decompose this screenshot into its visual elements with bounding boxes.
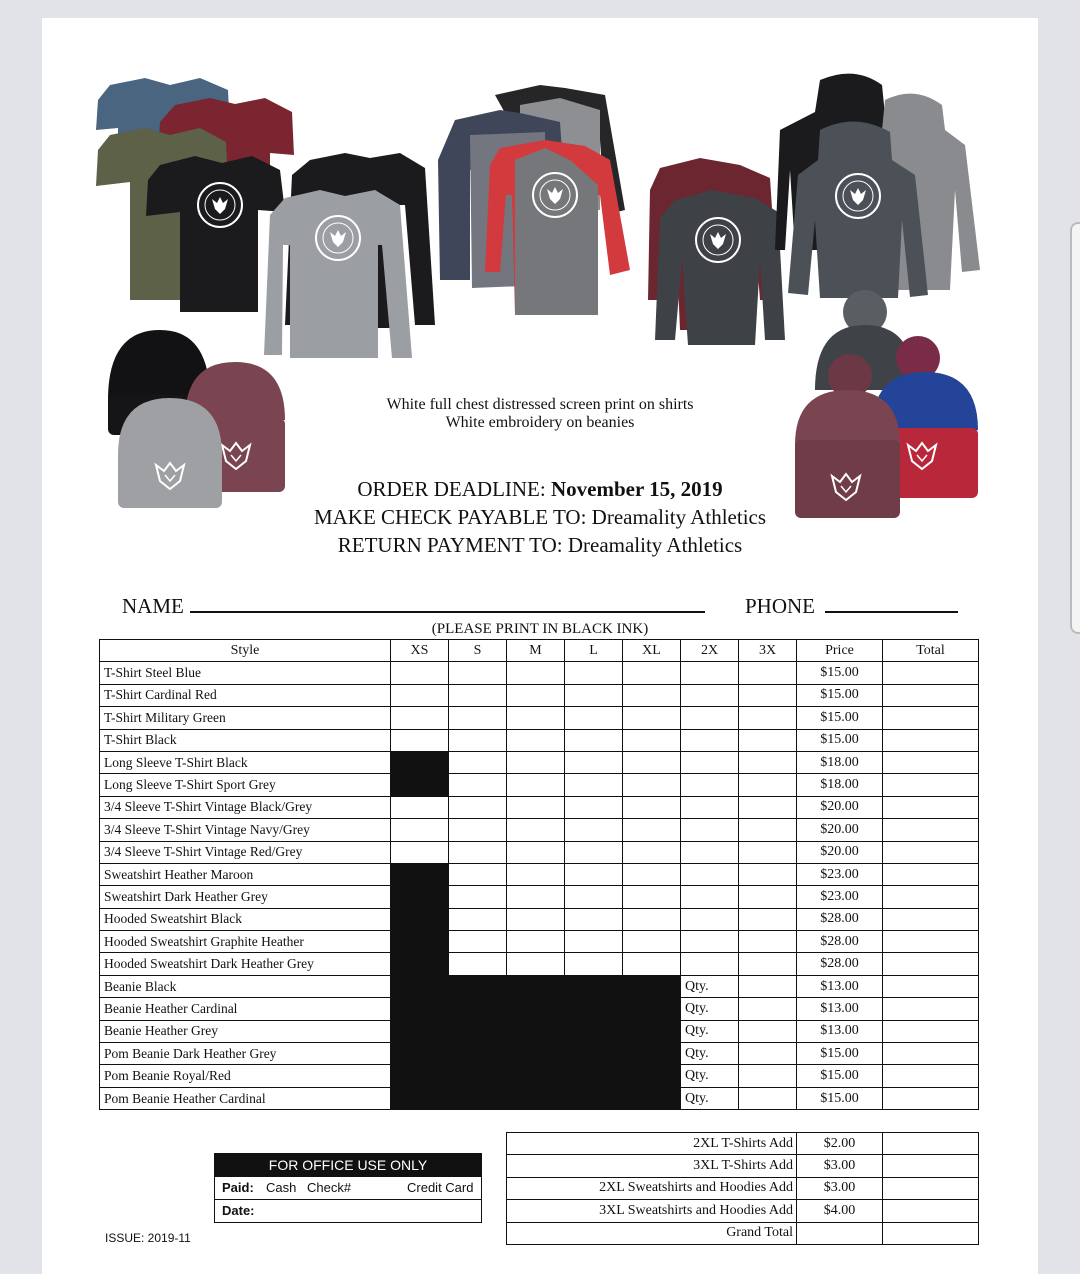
- size-qty-cell[interactable]: [507, 751, 565, 773]
- style-cell: Long Sleeve T-Shirt Black: [100, 751, 391, 773]
- size-qty-cell[interactable]: [391, 841, 449, 863]
- unavailable-cell: [507, 1043, 565, 1065]
- print-line-beanies: White embroidery on beanies: [445, 414, 635, 431]
- size-qty-cell[interactable]: [739, 975, 797, 997]
- price-cell: $15.00: [797, 729, 883, 751]
- price-cell: $23.00: [797, 886, 883, 908]
- extras-label: 2XL T-Shirts Add: [507, 1133, 797, 1155]
- unavailable-cell: [507, 998, 565, 1020]
- style-cell: 3/4 Sleeve T-Shirt Vintage Black/Grey: [100, 796, 391, 818]
- total-cell[interactable]: [883, 819, 979, 841]
- style-cell: Hooded Sweatshirt Graphite Heather: [100, 931, 391, 953]
- phone-field[interactable]: [825, 611, 958, 613]
- size-qty-cell[interactable]: [391, 796, 449, 818]
- size-qty-cell[interactable]: [449, 863, 507, 885]
- size-qty-cell[interactable]: [681, 886, 739, 908]
- price-cell: $18.00: [797, 774, 883, 796]
- sweatshirt-dark-heather: [655, 190, 785, 345]
- unavailable-cell: [449, 998, 507, 1020]
- size-qty-cell[interactable]: [565, 841, 623, 863]
- name-label: NAME: [122, 594, 184, 618]
- table-row: [100, 998, 979, 1020]
- total-cell[interactable]: [883, 1043, 979, 1065]
- size-qty-cell[interactable]: [681, 841, 739, 863]
- size-qty-cell[interactable]: [739, 729, 797, 751]
- unavailable-cell: [507, 1020, 565, 1042]
- size-qty-cell[interactable]: [739, 751, 797, 773]
- table-row: [100, 819, 979, 841]
- total-cell[interactable]: [883, 841, 979, 863]
- column-header: Style: [100, 640, 391, 662]
- price-cell: $20.00: [797, 796, 883, 818]
- office-date-row: [215, 1199, 481, 1222]
- deadline-label: ORDER DEADLINE:: [357, 477, 546, 501]
- price-cell: $28.00: [797, 908, 883, 930]
- style-cell: Pom Beanie Royal/Red: [100, 1065, 391, 1087]
- size-qty-cell[interactable]: [449, 819, 507, 841]
- column-header: S: [449, 640, 507, 662]
- extras-total-cell[interactable]: [883, 1133, 979, 1155]
- beanie-heather-grey: [118, 398, 222, 508]
- size-qty-cell[interactable]: [623, 662, 681, 684]
- size-qty-cell[interactable]: [739, 1020, 797, 1042]
- unavailable-cell: [449, 975, 507, 997]
- size-qty-cell[interactable]: [739, 998, 797, 1020]
- price-cell: $13.00: [797, 1020, 883, 1042]
- price-cell: $13.00: [797, 998, 883, 1020]
- extras-row: [507, 1177, 979, 1199]
- extras-total-cell[interactable]: [883, 1177, 979, 1199]
- column-header: XS: [391, 640, 449, 662]
- size-qty-cell[interactable]: [681, 751, 739, 773]
- qty-cell[interactable]: Qty.: [681, 1020, 739, 1042]
- phone-label: PHONE: [745, 594, 816, 618]
- size-qty-cell[interactable]: [681, 819, 739, 841]
- qty-cell[interactable]: Qty.: [681, 1065, 739, 1087]
- unavailable-cell: [623, 975, 681, 997]
- column-header: Total: [883, 640, 979, 662]
- size-qty-cell[interactable]: [507, 662, 565, 684]
- qty-cell[interactable]: Qty.: [681, 998, 739, 1020]
- size-qty-cell[interactable]: [507, 774, 565, 796]
- size-qty-cell[interactable]: [507, 908, 565, 930]
- extras-total-cell[interactable]: [883, 1200, 979, 1222]
- size-qty-cell[interactable]: [681, 931, 739, 953]
- black-ink-note: (PLEASE PRINT IN BLACK INK): [431, 621, 649, 637]
- size-qty-cell[interactable]: [739, 662, 797, 684]
- table-row: [100, 841, 979, 863]
- column-header: 2X: [681, 640, 739, 662]
- total-cell[interactable]: [883, 863, 979, 885]
- size-qty-cell[interactable]: [449, 662, 507, 684]
- total-cell[interactable]: [883, 729, 979, 751]
- extras-price: $3.00: [797, 1155, 883, 1177]
- size-qty-cell[interactable]: [391, 819, 449, 841]
- size-qty-cell[interactable]: [507, 796, 565, 818]
- check-option[interactable]: Check#: [307, 1180, 352, 1195]
- extras-row: [507, 1155, 979, 1177]
- unavailable-cell: [507, 975, 565, 997]
- extras-price: [797, 1222, 883, 1244]
- column-header: 3X: [739, 640, 797, 662]
- column-header: Price: [797, 640, 883, 662]
- total-cell[interactable]: [883, 1020, 979, 1042]
- total-cell[interactable]: [883, 953, 979, 975]
- size-qty-cell[interactable]: [739, 796, 797, 818]
- total-cell[interactable]: [883, 998, 979, 1020]
- size-qty-cell[interactable]: [681, 796, 739, 818]
- unavailable-cell: [391, 1043, 449, 1065]
- price-cell: $28.00: [797, 931, 883, 953]
- table-row: [100, 1020, 979, 1042]
- table-row: [100, 1065, 979, 1087]
- payable-line: MAKE CHECK PAYABLE TO: Dreamality Athletics: [313, 505, 767, 529]
- size-qty-cell[interactable]: [449, 931, 507, 953]
- size-qty-cell[interactable]: [449, 729, 507, 751]
- unavailable-cell: [449, 1020, 507, 1042]
- total-cell[interactable]: [883, 886, 979, 908]
- qty-cell[interactable]: Qty.: [681, 1087, 739, 1109]
- size-qty-cell[interactable]: [449, 707, 507, 729]
- table-row: [100, 774, 979, 796]
- unavailable-cell: [391, 774, 449, 796]
- scrollbar[interactable]: [1070, 222, 1080, 634]
- deadline-date: November 15, 2019: [550, 477, 723, 501]
- style-cell: Sweatshirt Dark Heather Grey: [100, 886, 391, 908]
- size-qty-cell[interactable]: [739, 1065, 797, 1087]
- table-row: [100, 886, 979, 908]
- extras-price: $4.00: [797, 1200, 883, 1222]
- size-qty-cell[interactable]: [565, 953, 623, 975]
- total-cell[interactable]: [883, 931, 979, 953]
- style-cell: Pom Beanie Dark Heather Grey: [100, 1043, 391, 1065]
- extras-row: [507, 1222, 979, 1244]
- size-qty-cell[interactable]: [623, 819, 681, 841]
- extras-label: 3XL T-Shirts Add: [507, 1155, 797, 1177]
- qty-cell[interactable]: Qty.: [681, 1043, 739, 1065]
- unavailable-cell: [507, 1087, 565, 1109]
- unavailable-cell: [391, 975, 449, 997]
- longsleeve-sport-grey: [264, 190, 412, 358]
- size-qty-cell[interactable]: [681, 863, 739, 885]
- size-qty-cell[interactable]: [449, 953, 507, 975]
- total-cell[interactable]: [883, 751, 979, 773]
- price-cell: $15.00: [797, 1065, 883, 1087]
- size-qty-cell[interactable]: [449, 796, 507, 818]
- unavailable-cell: [565, 1043, 623, 1065]
- style-cell: T-Shirt Steel Blue: [100, 662, 391, 684]
- price-cell: $20.00: [797, 841, 883, 863]
- price-cell: $13.00: [797, 975, 883, 997]
- table-row: [100, 796, 979, 818]
- size-qty-cell[interactable]: [739, 819, 797, 841]
- size-qty-cell[interactable]: [681, 953, 739, 975]
- table-row: [100, 975, 979, 997]
- unavailable-cell: [565, 998, 623, 1020]
- size-qty-cell[interactable]: [565, 662, 623, 684]
- table-row: [100, 863, 979, 885]
- size-qty-cell[interactable]: [623, 684, 681, 706]
- table-header: [100, 640, 979, 662]
- size-qty-cell[interactable]: [449, 908, 507, 930]
- extras-total-cell[interactable]: [883, 1222, 979, 1244]
- table-row: [100, 908, 979, 930]
- order-table: [99, 639, 979, 1110]
- table-row: [100, 751, 979, 773]
- table-row: [100, 662, 979, 684]
- unavailable-cell: [391, 953, 449, 975]
- style-cell: Pom Beanie Heather Cardinal: [100, 1087, 391, 1109]
- size-qty-cell[interactable]: [565, 751, 623, 773]
- unavailable-cell: [391, 751, 449, 773]
- style-cell: T-Shirt Cardinal Red: [100, 684, 391, 706]
- size-qty-cell[interactable]: [449, 684, 507, 706]
- extras-label: Grand Total: [507, 1222, 797, 1244]
- office-title: FOR OFFICE USE ONLY: [215, 1154, 481, 1176]
- extras-price: $3.00: [797, 1177, 883, 1199]
- qty-cell[interactable]: Qty.: [681, 975, 739, 997]
- size-qty-cell[interactable]: [565, 729, 623, 751]
- extras-label: 2XL Sweatshirts and Hoodies Add: [507, 1177, 797, 1199]
- size-qty-cell[interactable]: [739, 1087, 797, 1109]
- unavailable-cell: [391, 908, 449, 930]
- size-qty-cell[interactable]: [507, 819, 565, 841]
- size-qty-cell[interactable]: [507, 931, 565, 953]
- unavailable-cell: [507, 1065, 565, 1087]
- size-qty-cell[interactable]: [623, 707, 681, 729]
- column-header: L: [565, 640, 623, 662]
- unavailable-cell: [391, 886, 449, 908]
- unavailable-cell: [565, 1020, 623, 1042]
- total-cell[interactable]: [883, 975, 979, 997]
- size-qty-cell[interactable]: [449, 886, 507, 908]
- size-qty-cell[interactable]: [623, 953, 681, 975]
- size-qty-cell[interactable]: [739, 684, 797, 706]
- size-qty-cell[interactable]: [507, 729, 565, 751]
- price-cell: $23.00: [797, 863, 883, 885]
- table-row: [100, 931, 979, 953]
- style-cell: Beanie Black: [100, 975, 391, 997]
- size-qty-cell[interactable]: [565, 819, 623, 841]
- total-cell[interactable]: [883, 1065, 979, 1087]
- extras-table: [506, 1132, 979, 1245]
- cash-option[interactable]: Cash: [266, 1180, 297, 1195]
- unavailable-cell: [623, 1065, 681, 1087]
- extras-label: 3XL Sweatshirts and Hoodies Add: [507, 1200, 797, 1222]
- size-qty-cell[interactable]: [623, 751, 681, 773]
- size-qty-cell[interactable]: [681, 662, 739, 684]
- unavailable-cell: [391, 998, 449, 1020]
- return-line: RETURN PAYMENT TO: Dreamality Athletics: [337, 533, 743, 557]
- table-row: [100, 684, 979, 706]
- unavailable-cell: [391, 1065, 449, 1087]
- size-qty-cell[interactable]: [681, 684, 739, 706]
- size-qty-cell[interactable]: [449, 841, 507, 863]
- style-cell: 3/4 Sleeve T-Shirt Vintage Red/Grey: [100, 841, 391, 863]
- size-qty-cell[interactable]: [391, 662, 449, 684]
- size-qty-cell[interactable]: [623, 931, 681, 953]
- table-row: [100, 1043, 979, 1065]
- size-qty-cell[interactable]: [739, 707, 797, 729]
- price-cell: $15.00: [797, 1043, 883, 1065]
- size-qty-cell[interactable]: [623, 796, 681, 818]
- price-cell: $15.00: [797, 662, 883, 684]
- size-qty-cell[interactable]: [739, 841, 797, 863]
- unavailable-cell: [623, 998, 681, 1020]
- size-qty-cell[interactable]: [449, 751, 507, 773]
- size-qty-cell[interactable]: [507, 863, 565, 885]
- size-qty-cell[interactable]: [391, 729, 449, 751]
- style-cell: T-Shirt Black: [100, 729, 391, 751]
- table-row: [100, 729, 979, 751]
- size-qty-cell[interactable]: [565, 886, 623, 908]
- style-cell: Sweatshirt Heather Maroon: [100, 863, 391, 885]
- unavailable-cell: [391, 931, 449, 953]
- office-use-box: [214, 1153, 482, 1223]
- unavailable-cell: [449, 1065, 507, 1087]
- credit-card-option[interactable]: Credit Card: [407, 1180, 474, 1195]
- unavailable-cell: [623, 1087, 681, 1109]
- order-deadline: [240, 476, 840, 502]
- size-qty-cell[interactable]: [507, 841, 565, 863]
- size-qty-cell[interactable]: [565, 931, 623, 953]
- extras-row: [507, 1133, 979, 1155]
- size-qty-cell[interactable]: [507, 953, 565, 975]
- price-cell: $18.00: [797, 751, 883, 773]
- style-cell: Long Sleeve T-Shirt Sport Grey: [100, 774, 391, 796]
- total-cell[interactable]: [883, 707, 979, 729]
- unavailable-cell: [565, 1087, 623, 1109]
- size-qty-cell[interactable]: [739, 886, 797, 908]
- style-cell: 3/4 Sleeve T-Shirt Vintage Navy/Grey: [100, 819, 391, 841]
- size-qty-cell[interactable]: [391, 707, 449, 729]
- unavailable-cell: [565, 1065, 623, 1087]
- size-qty-cell[interactable]: [623, 841, 681, 863]
- issue-number: ISSUE: 2019-11: [105, 1231, 191, 1245]
- unavailable-cell: [623, 1043, 681, 1065]
- style-cell: Hooded Sweatshirt Dark Heather Grey: [100, 953, 391, 975]
- size-qty-cell[interactable]: [623, 774, 681, 796]
- column-header: XL: [623, 640, 681, 662]
- unavailable-cell: [565, 975, 623, 997]
- size-qty-cell[interactable]: [739, 1043, 797, 1065]
- price-cell: $28.00: [797, 953, 883, 975]
- table-row: [100, 1087, 979, 1109]
- total-cell[interactable]: [883, 796, 979, 818]
- style-cell: Hooded Sweatshirt Black: [100, 908, 391, 930]
- size-qty-cell[interactable]: [623, 886, 681, 908]
- total-cell[interactable]: [883, 908, 979, 930]
- size-qty-cell[interactable]: [739, 863, 797, 885]
- size-qty-cell[interactable]: [681, 908, 739, 930]
- price-cell: $15.00: [797, 684, 883, 706]
- size-qty-cell[interactable]: [623, 863, 681, 885]
- table-row: [100, 953, 979, 975]
- total-cell[interactable]: [883, 684, 979, 706]
- style-cell: Beanie Heather Grey: [100, 1020, 391, 1042]
- size-qty-cell[interactable]: [623, 908, 681, 930]
- extras-price: $2.00: [797, 1133, 883, 1155]
- size-qty-cell[interactable]: [449, 774, 507, 796]
- size-qty-cell[interactable]: [739, 774, 797, 796]
- price-cell: $15.00: [797, 1087, 883, 1109]
- column-header: M: [507, 640, 565, 662]
- size-qty-cell[interactable]: [565, 863, 623, 885]
- size-qty-cell[interactable]: [681, 729, 739, 751]
- extras-total-cell[interactable]: [883, 1155, 979, 1177]
- size-qty-cell[interactable]: [565, 796, 623, 818]
- unavailable-cell: [391, 1087, 449, 1109]
- size-qty-cell[interactable]: [507, 886, 565, 908]
- print-description: [290, 396, 790, 432]
- size-qty-cell[interactable]: [681, 774, 739, 796]
- paid-label: Paid:: [222, 1180, 254, 1195]
- print-line-shirts: White full chest distressed screen print on shirts: [386, 396, 694, 413]
- total-cell[interactable]: [883, 662, 979, 684]
- date-label: Date:: [222, 1203, 255, 1218]
- unavailable-cell: [449, 1087, 507, 1109]
- size-qty-cell[interactable]: [507, 707, 565, 729]
- price-cell: $15.00: [797, 707, 883, 729]
- size-qty-cell[interactable]: [739, 908, 797, 930]
- size-qty-cell[interactable]: [507, 684, 565, 706]
- price-cell: $20.00: [797, 819, 883, 841]
- table-row: [100, 707, 979, 729]
- unavailable-cell: [391, 863, 449, 885]
- size-qty-cell[interactable]: [565, 707, 623, 729]
- unavailable-cell: [391, 1020, 449, 1042]
- size-qty-cell[interactable]: [739, 953, 797, 975]
- size-qty-cell[interactable]: [623, 729, 681, 751]
- total-cell[interactable]: [883, 774, 979, 796]
- unavailable-cell: [449, 1043, 507, 1065]
- unavailable-cell: [623, 1020, 681, 1042]
- name-field[interactable]: [190, 611, 705, 613]
- extras-row: [507, 1200, 979, 1222]
- office-paid-row: [215, 1176, 481, 1199]
- size-qty-cell[interactable]: [391, 684, 449, 706]
- size-qty-cell[interactable]: [739, 931, 797, 953]
- size-qty-cell[interactable]: [681, 707, 739, 729]
- total-cell[interactable]: [883, 1087, 979, 1109]
- size-qty-cell[interactable]: [565, 684, 623, 706]
- size-qty-cell[interactable]: [565, 774, 623, 796]
- style-cell: T-Shirt Military Green: [100, 707, 391, 729]
- style-cell: Beanie Heather Cardinal: [100, 998, 391, 1020]
- size-qty-cell[interactable]: [565, 908, 623, 930]
